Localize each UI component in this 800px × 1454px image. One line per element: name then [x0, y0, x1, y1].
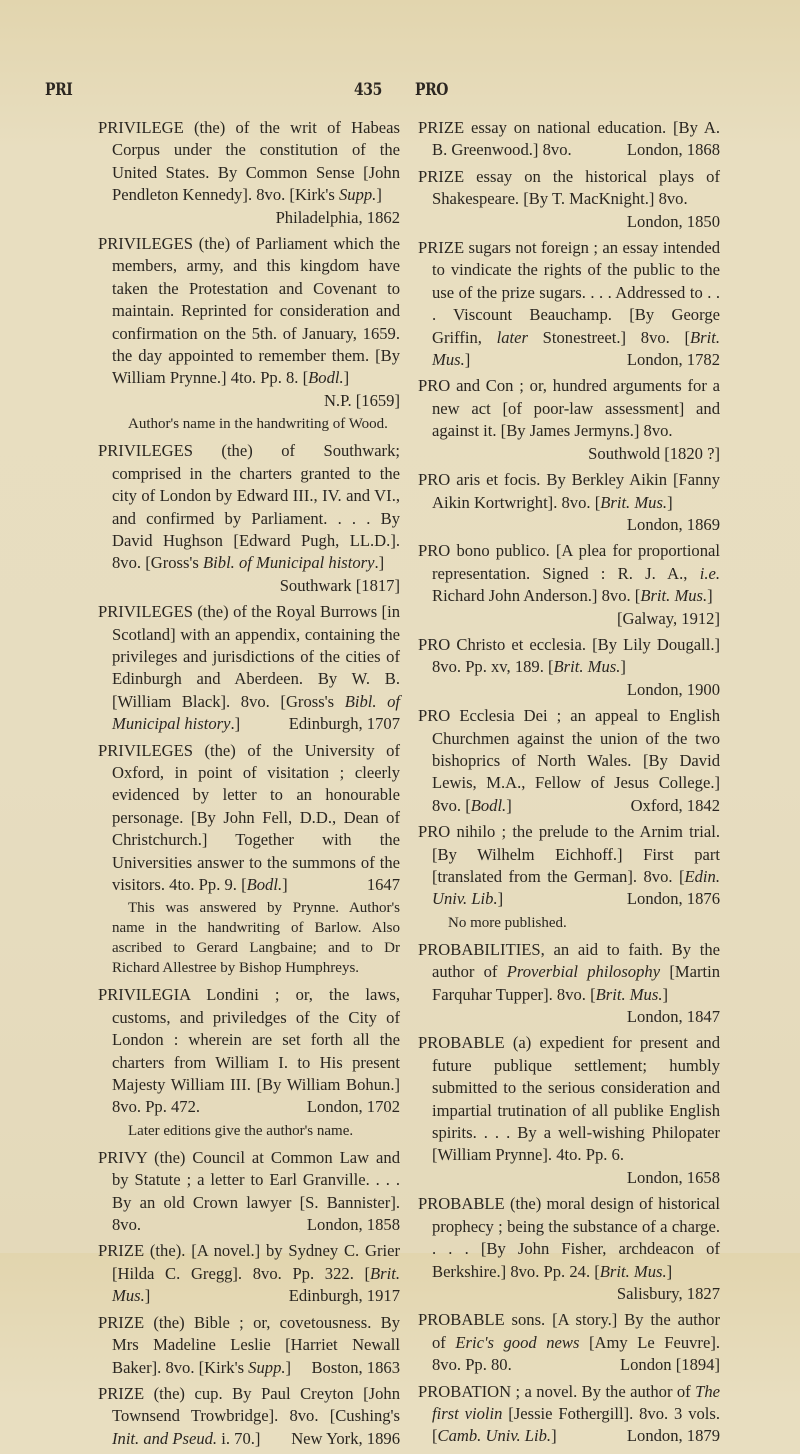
entry-italic-text: later: [496, 327, 528, 347]
entry-text: PRIVILEGES (the) of Southwark; comprised in the charters granted to the city of London by Edward III., IV. and VI., and confirmed by Parliament. . . . By David Hughson [Edward Pugh, LL.D.]. 8vo. [Gross's: [98, 441, 400, 573]
entry-imprint: London, 1869: [626, 514, 720, 534]
entry-text: .]: [374, 553, 385, 573]
bibliography-entry: [418, 469, 720, 536]
entry-text: PRIZE essay on the historical plays of Shakespeare. [By T. MacKnight.] 8vo.: [418, 166, 720, 209]
entry-italic-text: Brit. Mus.: [432, 327, 720, 370]
entry-text: ]: [376, 185, 382, 205]
entry-text: PRO nihilo ; the prelude to the Arnim trial. [By Wilhelm Eichhoff.] First part [translated from the German]. 8vo. [: [418, 822, 720, 886]
entry-italic-text: Bibl. of Municipal history: [203, 553, 375, 573]
entry-italic-text: Supp.: [338, 185, 377, 205]
running-head-right: PRO: [415, 80, 448, 100]
entry-italic-text: Brit. Mus.: [112, 1263, 400, 1306]
entry-text: .]: [230, 714, 241, 734]
entry-note: Author's name in the handwriting of Wood.: [128, 416, 388, 433]
entry-italic-text: Init. and Pseud.: [112, 1428, 218, 1448]
entry-imprint: Philadelphia, 1862: [275, 207, 400, 227]
bibliography-entry: [418, 237, 720, 371]
entry-text: [Amy Le Feuvre]. 8vo. Pp. 80.: [432, 1332, 720, 1375]
entry-text: PRO Ecclesia Dei ; an appeal to English Churchmen against the union of the two bishoprics of North Wales. [By David Lewis, M.A., Fellow of Jesus College.] 8vo. [: [418, 706, 720, 815]
entry-imprint: Southwold [1820 ?]: [588, 443, 720, 463]
entry-text: PRIZE (the). [A novel.] by Sydney C. Grier [Hilda C. Gregg]. 8vo. Pp. 322. [: [98, 1241, 400, 1283]
entry-text: PROBABLE (a) expedient for present and future publique settlement; humbly submitted to the serious consideration and impartial trutination of all publike English spirits. . . . By a well-wishing Philopater [William Prynne]. 4to. Pp. 6.: [418, 1033, 720, 1165]
entry-imprint: Oxford, 1842: [630, 795, 720, 815]
bibliography-entry: [418, 1309, 720, 1376]
entry-italic-text: Eric's good news: [455, 1332, 580, 1352]
entry-imprint: London, 1868: [626, 140, 720, 160]
bibliography-entry: [418, 117, 720, 162]
entry-text: PRIVILEGES (the) of Parliament which the members, army, and this kingdom have taken the Protestation and Covenant to maintain. Reprinted for consideration and confirmation on the 5th. of January, 1659. the day appointed to remember them. [By William Prynne.] 4to. Pp. 8. [: [98, 234, 400, 388]
entry-text: PRIZE sugars not foreign ; an essay intended to vindicate the rights of the public to the use of the prize sugars. . . . Addressed to . . . Viscount Beauchamp. [By George Griffin,: [418, 238, 720, 347]
entry-imprint: London, 1876: [626, 889, 720, 909]
entry-text: ]: [497, 889, 504, 909]
entry-imprint: N.P. [1659]: [323, 390, 400, 410]
entry-imprint: London, 1847: [626, 1007, 720, 1027]
bibliography-entry: [98, 440, 400, 597]
entry-italic-text: Bodl.: [246, 875, 283, 894]
running-head-left: PRI: [45, 80, 73, 100]
entry-text: PRIVILEGES (the) of the University of Oxford, in point of visitation ; cleerly evidenced by letter to an honourable personage. [By John Fell, D.D., Dean of Christchurch.] Together with the Universities answer to the summons of the visitors. 4to. Pp. 9. [: [98, 740, 400, 894]
entry-italic-text: Camb. Univ. Lib.: [437, 1426, 552, 1446]
entry-imprint: Edinburgh, 1917: [288, 1286, 400, 1306]
entry-text: PROBABILITIES, an aid to faith. By the author of: [418, 939, 720, 982]
entry-text: ]: [464, 350, 471, 370]
entry-text: PROBABLE sons. [A story.] By the author of: [418, 1310, 720, 1352]
entry-text: ]: [144, 1286, 151, 1306]
entry-text: PRIVILEGIA Londini ; or, the laws, customs, and priviledges of the City of London : wherein are set forth all the charters from William I. to His present Majesty William III. [By William Bohun.] 8vo. Pp. 472.: [98, 985, 400, 1117]
entry-text: PRO bono publico. [A plea for proportional representation. Signed : R. J. A.,: [418, 541, 720, 583]
bibliography-entry: [98, 1383, 400, 1450]
entry-text: i. 70.]: [217, 1428, 261, 1448]
entry-imprint: Salisbury, 1827: [616, 1283, 720, 1303]
entry-italic-text: The first violin: [432, 1381, 720, 1423]
bibliography-entry: [418, 166, 720, 233]
bibliography-entry: [98, 984, 400, 1118]
entry-italic-text: Brit. Mus.: [553, 657, 621, 677]
entry-imprint: New York, 1896: [291, 1428, 400, 1448]
bibliography-entry: [98, 1240, 400, 1307]
bibliography-entry: [418, 375, 720, 465]
entry-imprint: London, 1702: [306, 1097, 400, 1117]
entry-imprint: London [1894]: [619, 1355, 720, 1375]
entry-text: ]: [551, 1426, 557, 1446]
entry-text: ]: [506, 795, 512, 815]
bibliography-entry: [98, 740, 400, 897]
entry-text: [Martin Farquhar Tupper]. 8vo. [: [432, 962, 721, 1004]
bibliography-entry: [98, 1312, 400, 1379]
bibliography-entry: [418, 821, 720, 911]
entry-text: ]: [282, 875, 288, 894]
entry-text: Stonestreet.] 8vo. [: [527, 327, 691, 347]
entry-imprint: Boston, 1863: [311, 1357, 400, 1377]
entry-text: ]: [666, 1261, 673, 1281]
bibliography-entry: [418, 939, 720, 1029]
entry-italic-text: Brit. Mus.: [640, 586, 708, 606]
entry-imprint: London, 1850: [626, 211, 720, 231]
entry-italic-text: Supp.: [248, 1357, 286, 1377]
entry-text: PRO Christo et ecclesia. [By Lily Dougall.] 8vo. Pp. xv, 189. [: [418, 634, 720, 677]
page-number: 435: [354, 80, 382, 100]
bibliography-entry: [98, 1147, 400, 1237]
entry-italic-text: Proverbial philosophy: [506, 962, 661, 982]
entry-imprint: London, 1879: [626, 1426, 720, 1446]
entry-imprint: [Galway, 1912]: [616, 608, 720, 628]
entry-text: ]: [343, 368, 350, 388]
bibliography-entry: [98, 233, 400, 412]
right-column: [418, 117, 720, 1452]
entry-text: PRIZE (the) cup. By Paul Creyton [John Townsend Trowbridge]. 8vo. [Cushing's: [98, 1383, 400, 1426]
entry-text: ]: [285, 1357, 292, 1377]
entry-imprint: London, 1900: [626, 679, 720, 699]
bibliography-entry: [418, 1381, 720, 1448]
entry-text: [Jessie Fothergill]. 8vo. 3 vols. [: [432, 1403, 721, 1446]
entry-text: PRIVILEGES (the) of the Royal Burrows [in Scotland] with an appendix, containing the privileges and jurisdictions of the cities of Edinburgh and Aberdeen. By W. B. [William Black]. 8vo. [Gross's: [98, 602, 400, 711]
entry-italic-text: Brit. Mus.: [599, 1261, 667, 1281]
entry-italic-text: Brit. Mus.: [600, 492, 668, 512]
entry-imprint: Southwark [1817]: [279, 575, 400, 595]
entry-italic-text: Bibl. of Municipal history: [112, 691, 400, 734]
bibliography-entry: [418, 1193, 720, 1305]
entry-text: Richard John Anderson.] 8vo. [: [432, 586, 641, 606]
entry-italic-text: Brit. Mus.: [595, 984, 663, 1004]
bibliography-entry: [418, 540, 720, 630]
entry-text: PRIZE essay on national education. [By A. B. Greenwood.] 8vo.: [418, 118, 720, 160]
entry-imprint: London, 1658: [626, 1167, 720, 1187]
bibliography-entry: [98, 117, 400, 229]
entry-note: Later editions give the author's name.: [128, 1122, 354, 1139]
entry-text: PRO aris et focis. By Berkley Aikin [Fanny Aikin Kortwright]. 8vo. [: [418, 470, 720, 512]
entry-italic-text: Edin. Univ. Lib.: [432, 867, 720, 909]
entry-text: PRO and Con ; or, hundred arguments for a new act [of poor-law assessment] and against it. [By James Jermyns.] 8vo.: [418, 376, 720, 441]
entry-text: ]: [662, 984, 668, 1004]
entry-text: ]: [707, 586, 713, 606]
entry-imprint: 1647: [366, 875, 400, 894]
entry-note: This was answered by Prynne. Author's name in the handwriting of Barlow. Also ascribed to Gerard Langbaine; and to Dr Richard Allestree by Bishop Humphreys.: [112, 900, 400, 977]
bibliography-entry: [98, 601, 400, 735]
bibliography-entry: [418, 705, 720, 817]
entry-text: ]: [620, 657, 626, 677]
entry-text: PROBATION ; a novel. By the author of: [418, 1381, 696, 1401]
bibliography-entry: [418, 634, 720, 701]
entry-imprint: London, 1858: [306, 1215, 400, 1235]
entry-text: PRIVY (the) Council at Common Law and by Statute ; a letter to Earl Granville. . . . By an old Crown lawyer [S. Bannister]. 8vo.: [98, 1147, 400, 1235]
bibliography-entry: [418, 1032, 720, 1189]
entry-italic-text: Bodl.: [470, 795, 507, 815]
entry-text: PROBABLE (the) moral design of historical prophecy ; being the substance of a charge. . . . [By John Fisher, archdeacon of Berkshire.] 8vo. Pp. 24. [: [418, 1194, 720, 1281]
entry-text: PRIZE (the) Bible ; or, covetousness. By Mrs Madeline Leslie [Harriet Newall Baker]. 8vo. [Kirk's: [98, 1312, 400, 1377]
entry-note: No more published.: [448, 914, 567, 931]
entry-italic-text: i.e.: [699, 563, 720, 583]
entry-text: ]: [667, 492, 673, 512]
entry-italic-text: Bodl.: [308, 368, 344, 388]
entry-imprint: Edinburgh, 1707: [288, 714, 400, 734]
entry-imprint: London, 1782: [626, 350, 720, 370]
left-column: [98, 117, 400, 1454]
entry-text: PRIVILEGE (the) of the writ of Habeas Corpus under the constitution of the United States. By Common Sense [John Pendleton Kennedy]. 8vo. [Kirk's: [98, 118, 400, 205]
